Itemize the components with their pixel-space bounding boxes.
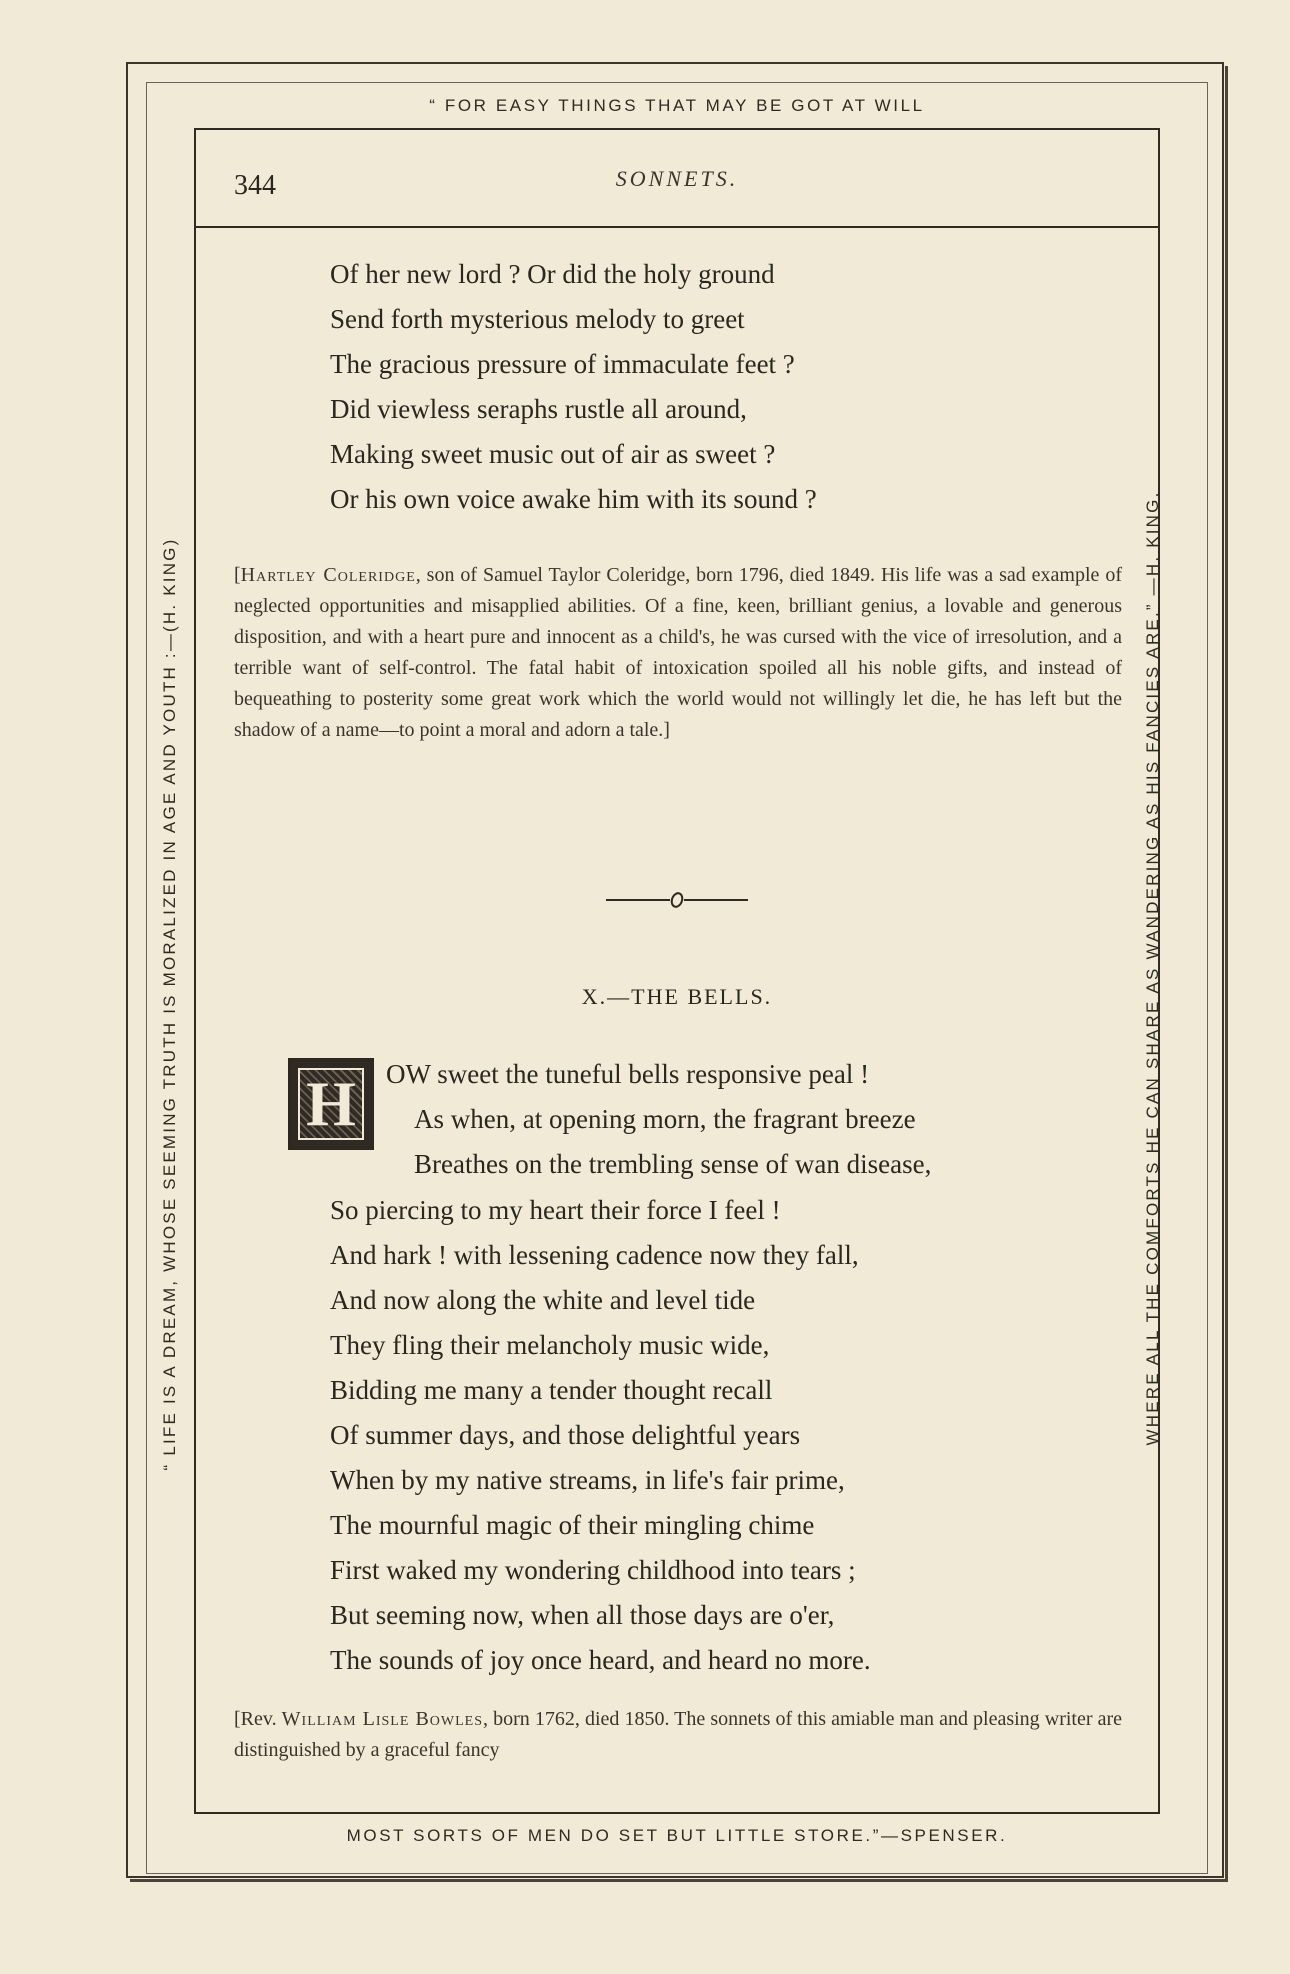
biographical-note-bowles xyxy=(234,1704,1122,1766)
verse-line: The mournful magic of their mingling chime xyxy=(330,1510,815,1540)
border-motto-bottom: MOST SORTS OF MEN DO SET BUT LITTLE STORE.”—SPENSER. xyxy=(346,1826,1008,1845)
poem-continuation xyxy=(330,252,817,522)
verse-line: Making sweet music out of air as sweet ? xyxy=(330,439,776,469)
verse-line: The sounds of joy once heard, and heard no more. xyxy=(330,1645,871,1675)
header-rule xyxy=(194,226,1160,228)
verse-line: Of her new lord ? Or did the holy ground xyxy=(330,259,775,289)
verse-line: OW sweet the tuneful bells responsive peal ! xyxy=(386,1059,870,1089)
verse-line: So piercing to my heart their force I feel ! xyxy=(330,1195,781,1225)
verse-line: When by my native streams, in life's fair prime, xyxy=(330,1465,845,1495)
poem-opening-lines xyxy=(386,1052,931,1187)
ornament-circle xyxy=(670,892,684,909)
biographical-note-coleridge xyxy=(234,560,1122,746)
border-motto-left: “ LIFE IS A DREAM, WHOSE SEEMING TRUTH IS MORALIZED IN AGE AND YOUTH :—(H. KING) xyxy=(160,537,179,1471)
border-motto-top: “ FOR EASY THINGS THAT MAY BE GOT AT WILL xyxy=(429,96,925,115)
drop-cap-ornament xyxy=(298,1068,364,1140)
verse-line: The gracious pressure of immaculate feet ? xyxy=(330,349,795,379)
note-open: [ xyxy=(234,564,241,586)
poem-the-bells xyxy=(330,1188,871,1683)
drop-cap-letter: H xyxy=(306,1068,356,1139)
section-ornament xyxy=(606,888,748,912)
verse-line: Of summer days, and those delightful years xyxy=(330,1420,801,1450)
section-title: X.—THE BELLS. xyxy=(581,984,773,1009)
note-open: [Rev. xyxy=(234,1708,282,1730)
note-text: , son of Samuel Taylor Coleridge, born 1796, died 1849. His life was a sad example of neglected opportunities and misapplied abilities. Of a fine, keen, brilliant genius, a lovable and generous disposition, and with a heart pure and innocent as a child's, he was cursed with the vice of irresolution, and a terrible want of self-control. The fatal habit of intoxication spoiled all his noble gifts, and instead of bequeathing to posterity some great work which the world would not willingly let die, he has left but the shadow of a name—to point a moral and adorn a tale.] xyxy=(234,564,1122,741)
verse-line: As when, at opening morn, the fragrant breeze xyxy=(414,1104,916,1134)
verse-line: And hark ! with lessening cadence now they fall, xyxy=(330,1240,859,1270)
drop-cap xyxy=(288,1058,374,1150)
note-author: William Lisle Bowles xyxy=(281,1708,484,1730)
note-text: , born 1762, died 1850. The sonnets of this amiable man and pleasing writer are distinguished by a graceful fancy xyxy=(234,1708,1123,1761)
verse-line: Bidding me many a tender thought recall xyxy=(330,1375,773,1405)
verse-line: But seeming now, when all those days are o'er, xyxy=(330,1600,835,1630)
border-motto-right: WHERE ALL THE COMFORTS HE CAN SHARE AS WANDERING AS HIS FANCIES ARE.” —H. KING. xyxy=(1143,490,1162,1446)
verse-line: Send forth mysterious melody to greet xyxy=(330,304,745,334)
verse-line: First waked my wondering childhood into tears ; xyxy=(330,1555,856,1585)
verse-line: They fling their melancholy music wide, xyxy=(330,1330,770,1360)
verse-line: Did viewless seraphs rustle all around, xyxy=(330,394,747,424)
page-number: 344 xyxy=(234,170,276,201)
verse-line: Or his own voice awake him with its sound ? xyxy=(330,484,817,514)
running-title: SONNETS. xyxy=(615,166,739,191)
note-author: Hartley Coleridge xyxy=(240,564,416,586)
verse-line: And now along the white and level tide xyxy=(330,1285,756,1315)
verse-line: Breathes on the trembling sense of wan disease, xyxy=(414,1149,932,1179)
